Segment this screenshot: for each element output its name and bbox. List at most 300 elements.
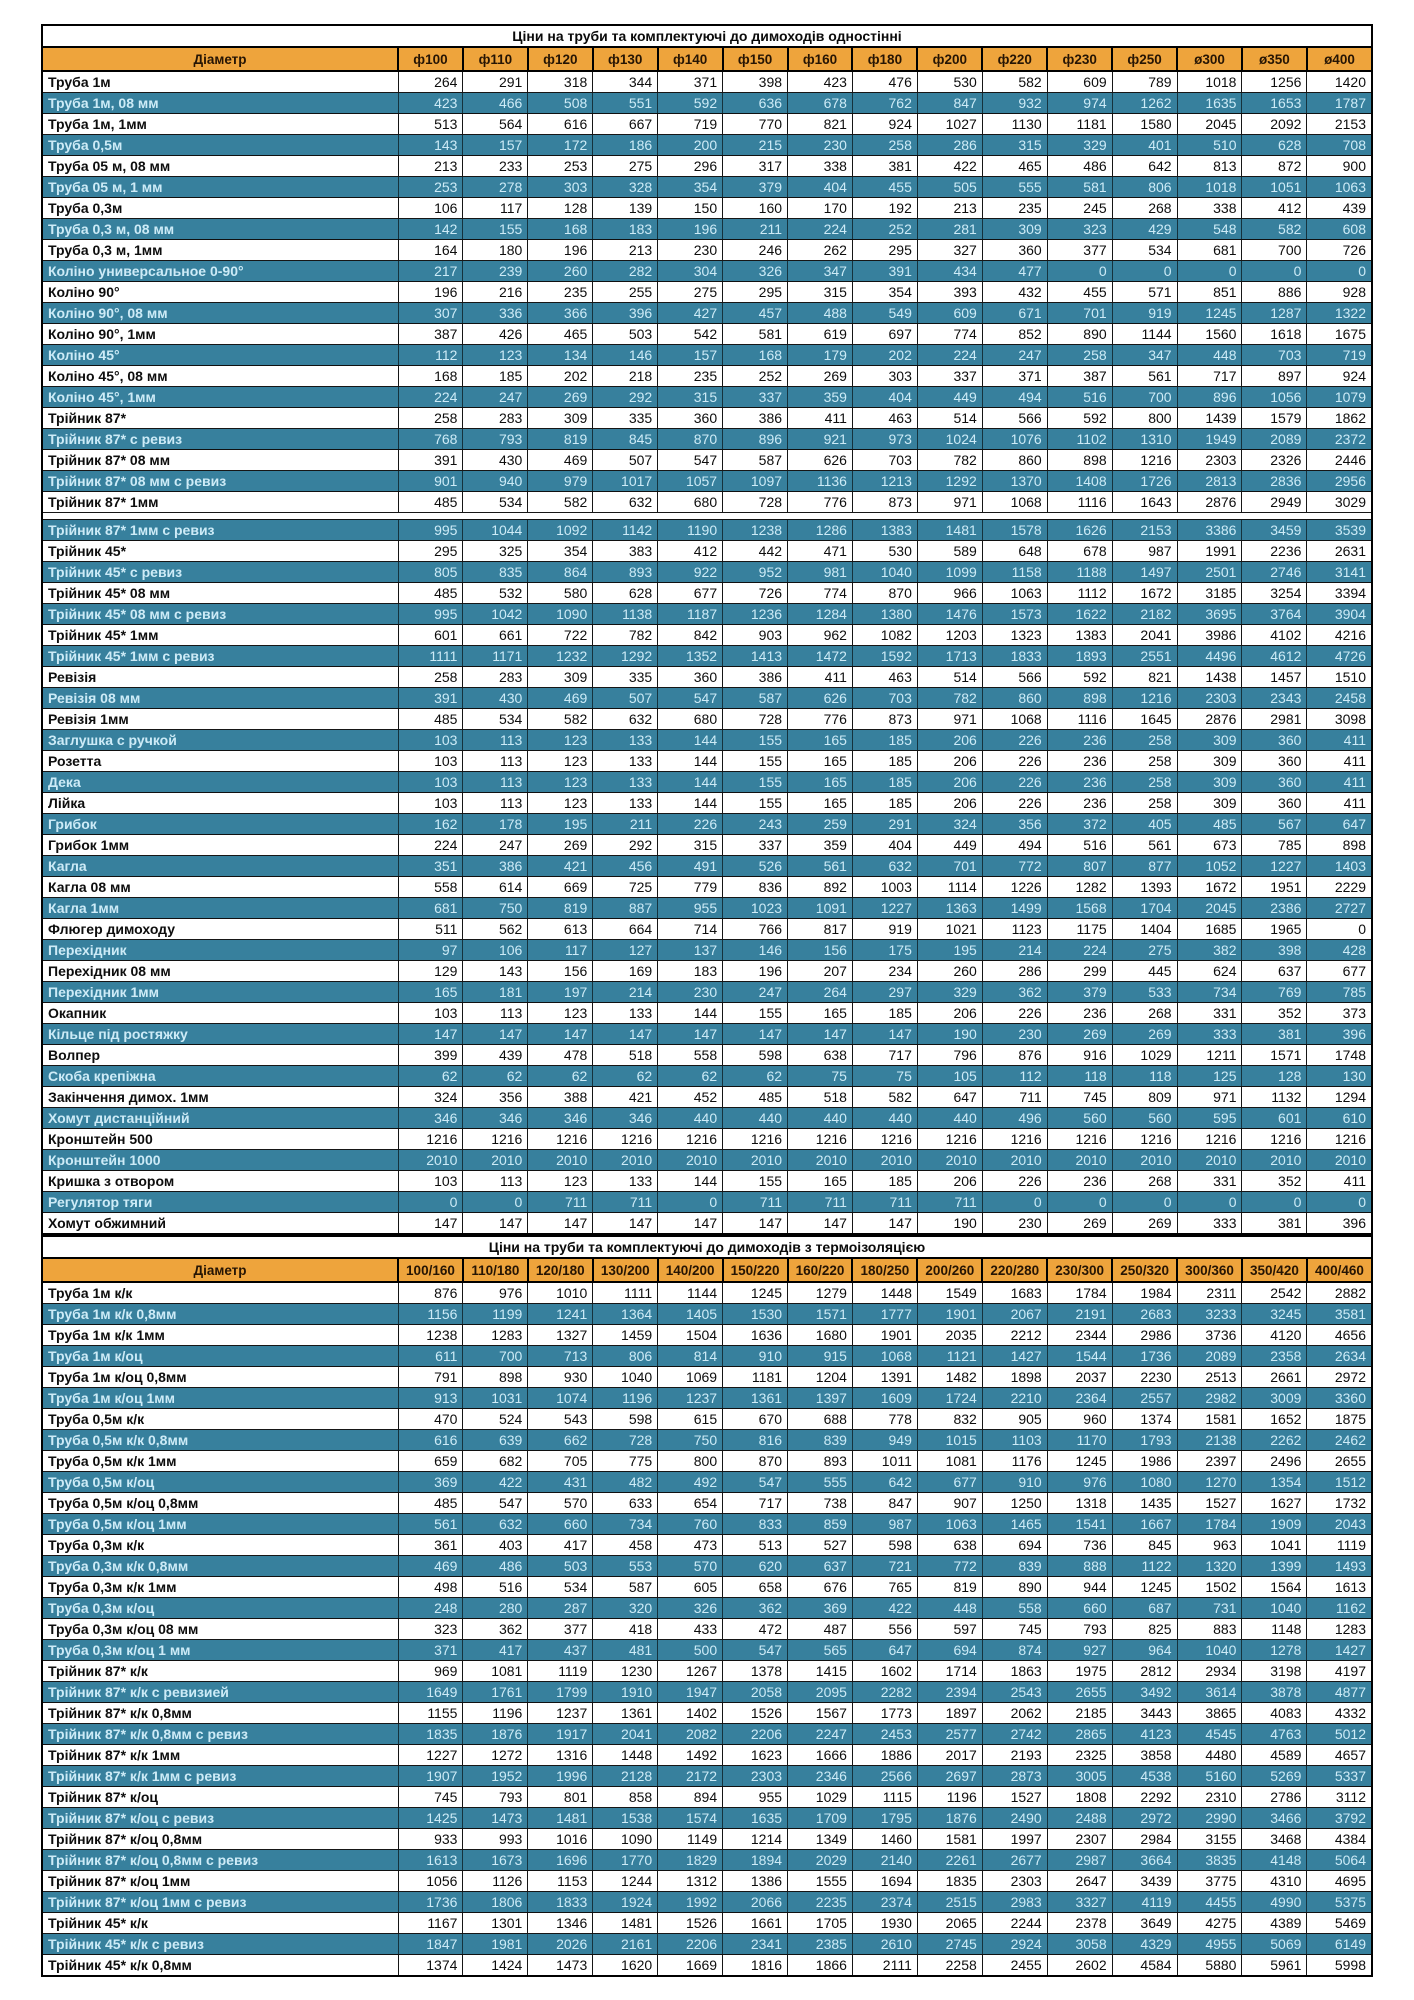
price-cell: 3233 [1177, 1304, 1242, 1325]
price-cell: 404 [788, 177, 853, 198]
price-cell: 1245 [723, 1282, 788, 1304]
price-cell: 147 [788, 1024, 853, 1045]
price-cell: 893 [788, 1451, 853, 1472]
price-cell: 1041 [1242, 1535, 1307, 1556]
product-label: Перехідник [42, 940, 398, 961]
price-cell: 147 [593, 1024, 658, 1045]
diameter-header-cell: 300/360 [1177, 1258, 1242, 1282]
product-label: Трійник 45* к/к с ревиз [42, 1934, 398, 1955]
price-cell: 1216 [1242, 1129, 1307, 1150]
price-cell: 897 [1242, 366, 1307, 387]
price-cell: 0 [1242, 261, 1307, 282]
price-cell: 1316 [528, 1745, 593, 1766]
price-cell: 762 [852, 93, 917, 114]
price-cell: 239 [463, 261, 528, 282]
price-cell: 2010 [917, 1150, 982, 1171]
price-cell: 4329 [1112, 1934, 1177, 1955]
price-cell: 3327 [1047, 1892, 1112, 1913]
product-label: Трійник 87* с ревиз [42, 429, 398, 450]
product-label: Хомут обжимний [42, 1213, 398, 1235]
price-cell: 1683 [982, 1282, 1047, 1304]
price-cell: 3254 [1242, 583, 1307, 604]
price-cell: 5160 [1177, 1766, 1242, 1787]
price-cell: 282 [593, 261, 658, 282]
price-cell: 418 [593, 1619, 658, 1640]
price-cell: 598 [852, 1535, 917, 1556]
price-cell: 0 [1047, 1192, 1112, 1213]
price-cell: 2067 [982, 1304, 1047, 1325]
price-cell: 287 [528, 1598, 593, 1619]
price-cell: 3614 [1177, 1682, 1242, 1703]
price-cell: 1010 [528, 1282, 593, 1304]
price-cell: 2982 [1177, 1388, 1242, 1409]
price-cell: 2045 [1177, 114, 1242, 135]
price-cell: 144 [658, 751, 723, 772]
table-row [42, 261, 1372, 282]
diameter-header-cell: ф150 [723, 47, 788, 71]
price-cell: 915 [788, 1346, 853, 1367]
price-cell: 609 [917, 303, 982, 324]
price-cell: 1770 [593, 1850, 658, 1871]
price-cell: 196 [398, 282, 463, 303]
price-cell: 1538 [593, 1808, 658, 1829]
price-cell: 1726 [1112, 471, 1177, 492]
price-cell: 1894 [723, 1850, 788, 1871]
product-label: Трійник 87* к/к [42, 1661, 398, 1682]
price-cell: 360 [1242, 772, 1307, 793]
price-cell: 216 [463, 282, 528, 303]
price-cell: 930 [528, 1367, 593, 1388]
price-cell: 2010 [1112, 1150, 1177, 1171]
price-cell: 133 [593, 1171, 658, 1192]
price-cell: 551 [593, 93, 658, 114]
table-row [42, 93, 1372, 114]
product-label: Труба 1м к/к [42, 1282, 398, 1304]
table-row [42, 1871, 1372, 1892]
price-cell: 570 [528, 1493, 593, 1514]
price-cell: 711 [593, 1192, 658, 1213]
table-row [42, 1682, 1372, 1703]
price-cell: 1866 [788, 1955, 853, 1977]
price-cell: 530 [852, 541, 917, 562]
price-cell: 1040 [852, 562, 917, 583]
insulated-price-table [41, 1235, 1373, 1977]
price-cell: 123 [528, 1003, 593, 1024]
price-cell: 960 [1047, 1409, 1112, 1430]
table-row [42, 387, 1372, 408]
price-cell: 236 [1047, 730, 1112, 751]
price-cell: 123 [528, 793, 593, 814]
table-row [42, 688, 1372, 709]
price-cell: 2385 [788, 1934, 853, 1955]
table-row [42, 1556, 1372, 1577]
price-cell: 3904 [1307, 604, 1372, 625]
price-cell: 396 [593, 303, 658, 324]
price-cell: 1909 [1242, 1514, 1307, 1535]
price-cell: 4589 [1242, 1745, 1307, 1766]
price-cell: 547 [723, 1640, 788, 1661]
price-cell: 1835 [917, 1871, 982, 1892]
price-cell: 805 [398, 562, 463, 583]
price-cell: 433 [658, 1619, 723, 1640]
price-cell: 821 [788, 114, 853, 135]
table-row [42, 408, 1372, 429]
price-cell: 123 [528, 772, 593, 793]
price-cell: 566 [982, 667, 1047, 688]
price-cell: 2655 [1047, 1682, 1112, 1703]
price-cell: 750 [658, 1430, 723, 1451]
price-cell: 1216 [528, 1129, 593, 1150]
price-cell: 360 [1242, 751, 1307, 772]
price-cell: 381 [852, 156, 917, 177]
diameter-header-cell: 180/250 [852, 1258, 917, 1282]
price-cell: 1997 [982, 1829, 1047, 1850]
price-cell: 181 [463, 982, 528, 1003]
product-label: Трійник 87* 1мм с ревиз [42, 520, 398, 541]
price-cell: 360 [658, 408, 723, 429]
price-cell: 473 [658, 1535, 723, 1556]
price-cell: 4763 [1242, 1724, 1307, 1745]
diameter-header-cell: 250/320 [1112, 1258, 1177, 1282]
price-cell: 144 [658, 1171, 723, 1192]
price-cell: 1571 [788, 1304, 853, 1325]
price-cell: 360 [1242, 730, 1307, 751]
product-label: Трійник 87* к/оц [42, 1787, 398, 1808]
price-cell: 1527 [982, 1787, 1047, 1808]
table-row [42, 772, 1372, 793]
price-cell: 974 [1047, 93, 1112, 114]
table-title: Ціни на труби та комплектуючі до димоходів з термоізоляцією [42, 1236, 1372, 1258]
price-cell: 320 [593, 1598, 658, 1619]
price-cell: 626 [788, 688, 853, 709]
price-cell: 814 [658, 1346, 723, 1367]
price-cell: 388 [528, 1087, 593, 1108]
price-cell: 1361 [593, 1703, 658, 1724]
price-cell: 291 [463, 71, 528, 93]
price-cell: 1063 [917, 1514, 982, 1535]
price-cell: 226 [982, 1003, 1047, 1024]
price-cell: 1510 [1307, 667, 1372, 688]
price-cell: 0 [398, 1192, 463, 1213]
price-cell: 448 [1177, 345, 1242, 366]
product-label: Труба 0,3м [42, 198, 398, 219]
price-cell: 2010 [398, 1150, 463, 1171]
price-cell: 1138 [593, 604, 658, 625]
price-cell: 750 [463, 898, 528, 919]
price-cell: 898 [1047, 450, 1112, 471]
price-cell: 703 [852, 450, 917, 471]
price-cell: 463 [852, 408, 917, 429]
price-cell: 1773 [852, 1703, 917, 1724]
price-cell: 118 [1112, 1066, 1177, 1087]
price-cell: 1473 [528, 1955, 593, 1977]
price-cell: 601 [398, 625, 463, 646]
price-cell: 1493 [1307, 1556, 1372, 1577]
price-cell: 587 [723, 688, 788, 709]
price-cell: 2089 [1177, 1346, 1242, 1367]
price-cell: 329 [917, 982, 982, 1003]
price-cell: 1082 [852, 625, 917, 646]
price-cell: 2010 [463, 1150, 528, 1171]
price-cell: 620 [723, 1556, 788, 1577]
price-cell: 297 [852, 982, 917, 1003]
price-cell: 4332 [1307, 1703, 1372, 1724]
price-cell: 896 [723, 429, 788, 450]
price-cell: 1136 [788, 471, 853, 492]
price-cell: 1673 [463, 1850, 528, 1871]
price-cell: 598 [593, 1409, 658, 1430]
product-label: Трійник 45* 1мм [42, 625, 398, 646]
price-cell: 1196 [917, 1787, 982, 1808]
product-label: Кронштейн 500 [42, 1129, 398, 1150]
table-row [42, 835, 1372, 856]
price-cell: 422 [463, 1472, 528, 1493]
price-cell: 1262 [1112, 93, 1177, 114]
price-cell: 130 [1307, 1066, 1372, 1087]
table-row [42, 219, 1372, 240]
price-cell: 1027 [917, 114, 982, 135]
price-cell: 4990 [1242, 1892, 1307, 1913]
price-cell: 542 [658, 324, 723, 345]
price-cell: 592 [1047, 408, 1112, 429]
price-cell: 514 [917, 408, 982, 429]
price-cell: 1499 [982, 898, 1047, 919]
price-cell: 1216 [852, 1129, 917, 1150]
table-row [42, 751, 1372, 772]
price-cell: 608 [1307, 219, 1372, 240]
product-label: Труба 1м [42, 71, 398, 93]
price-cell: 230 [658, 982, 723, 1003]
price-cell: 4389 [1242, 1913, 1307, 1934]
price-cell: 147 [528, 1024, 593, 1045]
price-cell: 976 [1047, 1472, 1112, 1493]
table-row [42, 1724, 1372, 1745]
product-label: Кронштейн 1000 [42, 1150, 398, 1171]
price-cell: 295 [852, 240, 917, 261]
price-cell: 940 [463, 471, 528, 492]
table-row [42, 1892, 1372, 1913]
price-cell: 769 [1242, 982, 1307, 1003]
price-cell: 636 [723, 93, 788, 114]
price-cell: 711 [852, 1192, 917, 1213]
price-cell: 3439 [1112, 1871, 1177, 1892]
product-label: Коліно 90°, 1мм [42, 324, 398, 345]
price-cell: 1420 [1307, 71, 1372, 93]
price-cell: 172 [528, 135, 593, 156]
price-cell: 1578 [982, 520, 1047, 541]
price-cell: 2986 [1112, 1325, 1177, 1346]
price-cell: 1015 [917, 1430, 982, 1451]
price-cell: 183 [593, 219, 658, 240]
single-wall-price-table [41, 24, 1373, 1235]
product-label: Труба 05 м, 1 мм [42, 177, 398, 198]
price-cell: 258 [398, 667, 463, 688]
price-cell: 1374 [398, 1955, 463, 1977]
price-cell: 175 [852, 940, 917, 961]
price-cell: 560 [1112, 1108, 1177, 1129]
price-cell: 1230 [593, 1661, 658, 1682]
price-cell: 3443 [1112, 1703, 1177, 1724]
price-cell: 527 [788, 1535, 853, 1556]
product-label: Труба 0,5м к/к 1мм [42, 1451, 398, 1472]
price-cell: 901 [398, 471, 463, 492]
price-cell: 155 [723, 1171, 788, 1192]
price-cell: 1439 [1177, 408, 1242, 429]
table-row [42, 793, 1372, 814]
table-row [42, 429, 1372, 450]
table-row [42, 1003, 1372, 1024]
price-cell: 328 [593, 177, 658, 198]
price-cell: 793 [463, 429, 528, 450]
price-cell: 1732 [1307, 1493, 1372, 1514]
price-cell: 157 [658, 345, 723, 366]
price-cell: 258 [1047, 345, 1112, 366]
price-cell: 2446 [1307, 450, 1372, 471]
price-cell: 1472 [788, 646, 853, 667]
price-cell: 4083 [1242, 1703, 1307, 1724]
price-cell: 309 [1177, 793, 1242, 814]
price-cell: 2358 [1242, 1346, 1307, 1367]
price-cell: 327 [917, 240, 982, 261]
price-cell: 3878 [1242, 1682, 1307, 1703]
price-cell: 412 [658, 541, 723, 562]
price-cell: 103 [398, 1003, 463, 1024]
price-cell: 2488 [1047, 1808, 1112, 1829]
price-cell: 839 [788, 1430, 853, 1451]
price-cell: 944 [1047, 1577, 1112, 1598]
price-cell: 2230 [1112, 1367, 1177, 1388]
price-cell: 217 [398, 261, 463, 282]
price-cell: 1076 [982, 429, 1047, 450]
price-cell: 1402 [658, 1703, 723, 1724]
price-cell: 587 [593, 1577, 658, 1598]
price-cell: 346 [463, 1108, 528, 1129]
price-cell: 582 [852, 1087, 917, 1108]
price-cell: 2282 [852, 1682, 917, 1703]
price-cell: 932 [982, 93, 1047, 114]
price-cell: 2490 [982, 1808, 1047, 1829]
price-cell: 835 [463, 562, 528, 583]
price-cell: 610 [1307, 1108, 1372, 1129]
price-cell: 3155 [1177, 1829, 1242, 1850]
price-cell: 2458 [1307, 688, 1372, 709]
price-cell: 2972 [1307, 1367, 1372, 1388]
price-cell: 2697 [917, 1766, 982, 1787]
price-cell: 2372 [1307, 429, 1372, 450]
price-cell: 252 [852, 219, 917, 240]
price-cell: 133 [593, 751, 658, 772]
price-cell: 1816 [723, 1955, 788, 1977]
price-cell: 900 [1307, 156, 1372, 177]
price-cell: 1111 [398, 646, 463, 667]
price-cell: 919 [852, 919, 917, 940]
price-cell: 1403 [1307, 856, 1372, 877]
price-cell: 2513 [1177, 1367, 1242, 1388]
price-cell: 526 [723, 856, 788, 877]
price-cell: 842 [658, 625, 723, 646]
diameter-header-cell: ф180 [852, 47, 917, 71]
price-cell: 128 [1242, 1066, 1307, 1087]
price-cell: 113 [463, 793, 528, 814]
price-cell: 1175 [1047, 919, 1112, 940]
price-cell: 5375 [1307, 1892, 1372, 1913]
price-cell: 258 [1112, 730, 1177, 751]
product-label: Трійник 45* с ревиз [42, 562, 398, 583]
product-label: Труба 0,3м к/оц 1 мм [42, 1640, 398, 1661]
price-cell: 1833 [528, 1892, 593, 1913]
price-cell: 5998 [1307, 1955, 1372, 1977]
price-cell: 1613 [1307, 1577, 1372, 1598]
price-cell: 206 [917, 772, 982, 793]
price-cell: 4877 [1307, 1682, 1372, 1703]
price-cell: 449 [917, 387, 982, 408]
price-cell: 383 [593, 541, 658, 562]
price-cell: 534 [463, 709, 528, 730]
price-cell: 281 [917, 219, 982, 240]
price-cell: 197 [528, 982, 593, 1003]
price-cell: 1592 [852, 646, 917, 667]
price-cell: 0 [1177, 1192, 1242, 1213]
price-cell: 1148 [1242, 1619, 1307, 1640]
price-cell: 1380 [852, 604, 917, 625]
diameter-header-cell: ø300 [1177, 47, 1242, 71]
price-cell: 2058 [723, 1682, 788, 1703]
price-cell: 1040 [593, 1367, 658, 1388]
price-cell: 2010 [658, 1150, 723, 1171]
price-cell: 333 [1177, 1213, 1242, 1235]
price-cell: 315 [658, 835, 723, 856]
diameter-header-cell: 110/180 [463, 1258, 528, 1282]
price-cell: 632 [463, 1514, 528, 1535]
price-cell: 226 [982, 772, 1047, 793]
price-cell: 1122 [1112, 1556, 1177, 1577]
price-cell: 964 [1112, 1640, 1177, 1661]
price-cell: 1216 [788, 1129, 853, 1150]
price-cell: 1011 [852, 1451, 917, 1472]
price-cell: 432 [982, 282, 1047, 303]
price-cell: 2303 [1177, 450, 1242, 471]
product-label: Трійник 87* к/оц 0,8мм [42, 1829, 398, 1850]
diameter-header-row [42, 1258, 1372, 1282]
table-row [42, 240, 1372, 261]
price-cell: 890 [982, 1577, 1047, 1598]
price-cell: 1024 [917, 429, 982, 450]
price-cell: 253 [398, 177, 463, 198]
price-cell: 2041 [1112, 625, 1177, 646]
price-cell: 2041 [593, 1724, 658, 1745]
price-cell: 5337 [1307, 1766, 1372, 1787]
price-cell: 565 [788, 1640, 853, 1661]
price-cell: 1876 [463, 1724, 528, 1745]
price-cell: 359 [788, 835, 853, 856]
price-cell: 648 [982, 541, 1047, 562]
price-cell: 268 [1112, 1171, 1177, 1192]
price-cell: 1040 [1242, 1598, 1307, 1619]
price-cell: 671 [982, 303, 1047, 324]
price-cell: 532 [463, 583, 528, 604]
price-cell: 4695 [1307, 1871, 1372, 1892]
price-cell: 534 [1112, 240, 1177, 261]
price-cell: 445 [1112, 961, 1177, 982]
price-cell: 1652 [1242, 1409, 1307, 1430]
price-cell: 647 [852, 1640, 917, 1661]
price-cell: 703 [852, 688, 917, 709]
price-cell: 2981 [1242, 709, 1307, 730]
diameter-header-cell: ф200 [917, 47, 982, 71]
price-cell: 898 [463, 1367, 528, 1388]
price-cell: 396 [1307, 1213, 1372, 1235]
price-cell: 269 [1112, 1024, 1177, 1045]
